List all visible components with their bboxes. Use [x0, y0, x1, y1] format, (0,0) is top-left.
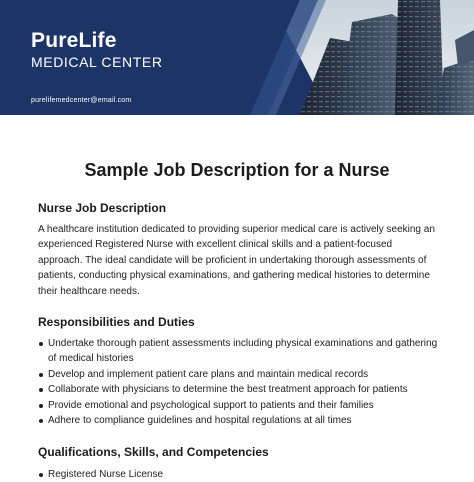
list-item: Develop and implement patient care plans and maintain medical records — [38, 367, 448, 382]
page-title: Sample Job Description for a Nurse — [84, 160, 390, 180]
job-description-paragraph: A healthcare institution dedicated to providing superior medical care is actively seeking an experienced Registered Nurse with excellent clinical skills and a patient-focused approach. The ideal candidate will be proficient in undertaking thorough assessments of patients, conducting physical examinations, and gathering medical histories to determine their healthcare needs. — [38, 224, 435, 297]
brand-name: PureLife — [31, 29, 117, 52]
brand-block — [31, 30, 163, 71]
list-item: Provide emotional and psychological support to patients and their families — [38, 398, 448, 413]
list-item: Collaborate with physicians to determine the best treatment approach for patients — [38, 382, 448, 397]
section-heading-nurse-job-description: Nurse Job Description — [38, 201, 167, 215]
letterhead-banner — [0, 0, 474, 115]
qualifications-list — [38, 467, 448, 482]
section-heading-qualifications: Qualifications, Skills, and Competencies — [38, 445, 269, 459]
list-item: Undertake thorough patient assessments including physical examinations and gathering of medical histories — [38, 336, 448, 367]
list-item: Adhere to compliance guidelines and hospital regulations at all times — [38, 413, 448, 428]
list-item: Registered Nurse License — [38, 467, 448, 482]
contact-email[interactable]: purelifemedcenter@email.com — [31, 97, 132, 104]
brand-subtitle: MEDICAL CENTER — [31, 54, 163, 70]
section-heading-responsibilities: Responsibilities and Duties — [38, 315, 195, 329]
responsibilities-list — [38, 336, 448, 428]
